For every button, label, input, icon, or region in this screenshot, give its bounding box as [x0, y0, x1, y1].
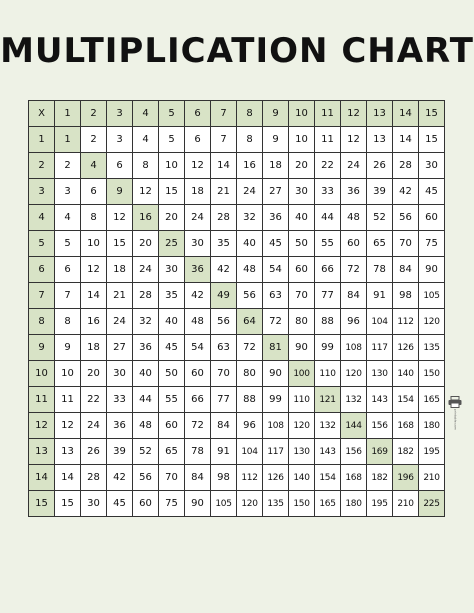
- square-product-cell: 49: [211, 283, 237, 309]
- product-cell: 27: [107, 335, 133, 361]
- product-cell: 78: [185, 439, 211, 465]
- product-cell: 20: [81, 361, 107, 387]
- product-cell: 6: [55, 257, 81, 283]
- product-cell: 70: [289, 283, 315, 309]
- product-cell: 44: [315, 205, 341, 231]
- product-cell: 30: [419, 153, 445, 179]
- product-cell: 12: [341, 127, 367, 153]
- product-cell: 168: [341, 465, 367, 491]
- product-cell: 140: [393, 361, 419, 387]
- product-cell: 112: [393, 309, 419, 335]
- product-cell: 70: [159, 465, 185, 491]
- product-cell: 40: [133, 361, 159, 387]
- product-cell: 12: [185, 153, 211, 179]
- product-cell: 154: [315, 465, 341, 491]
- square-product-cell: 100: [289, 361, 315, 387]
- product-cell: 20: [159, 205, 185, 231]
- product-cell: 105: [419, 283, 445, 309]
- product-cell: 24: [185, 205, 211, 231]
- product-cell: 182: [393, 439, 419, 465]
- product-cell: 24: [341, 153, 367, 179]
- row-header-cell: 5: [29, 231, 55, 257]
- product-cell: 66: [315, 257, 341, 283]
- product-cell: 91: [367, 283, 393, 309]
- product-cell: 6: [107, 153, 133, 179]
- product-cell: 8: [55, 309, 81, 335]
- product-cell: 135: [419, 335, 445, 361]
- product-cell: 21: [107, 283, 133, 309]
- product-cell: 77: [211, 387, 237, 413]
- product-cell: 120: [237, 491, 263, 517]
- product-cell: 6: [185, 127, 211, 153]
- product-cell: 48: [185, 309, 211, 335]
- product-cell: 56: [237, 283, 263, 309]
- product-cell: 2: [55, 153, 81, 179]
- product-cell: 55: [315, 231, 341, 257]
- product-cell: 120: [289, 413, 315, 439]
- product-cell: 156: [341, 439, 367, 465]
- product-cell: 88: [315, 309, 341, 335]
- product-cell: 99: [263, 387, 289, 413]
- product-cell: 36: [133, 335, 159, 361]
- product-cell: 10: [55, 361, 81, 387]
- table-row: [29, 179, 445, 205]
- product-cell: 9: [263, 127, 289, 153]
- product-cell: 130: [367, 361, 393, 387]
- product-cell: 35: [211, 231, 237, 257]
- column-header-cell: 5: [159, 101, 185, 127]
- product-cell: 42: [185, 283, 211, 309]
- product-cell: 130: [289, 439, 315, 465]
- square-product-cell: 36: [185, 257, 211, 283]
- product-cell: 56: [211, 309, 237, 335]
- column-header-cell: 15: [419, 101, 445, 127]
- product-cell: 42: [107, 465, 133, 491]
- column-header-cell: 2: [81, 101, 107, 127]
- product-cell: 50: [289, 231, 315, 257]
- product-cell: 120: [341, 361, 367, 387]
- product-cell: 4: [55, 205, 81, 231]
- product-cell: 13: [367, 127, 393, 153]
- product-cell: 150: [419, 361, 445, 387]
- product-cell: 156: [367, 413, 393, 439]
- table-row: [29, 413, 445, 439]
- product-cell: 10: [289, 127, 315, 153]
- product-cell: 22: [81, 387, 107, 413]
- product-cell: 5: [55, 231, 81, 257]
- product-cell: 112: [237, 465, 263, 491]
- product-cell: 195: [419, 439, 445, 465]
- product-cell: 182: [367, 465, 393, 491]
- product-cell: 90: [289, 335, 315, 361]
- product-cell: 70: [211, 361, 237, 387]
- product-cell: 105: [211, 491, 237, 517]
- row-header-cell: 11: [29, 387, 55, 413]
- product-cell: 14: [55, 465, 81, 491]
- product-cell: 135: [263, 491, 289, 517]
- product-cell: 80: [237, 361, 263, 387]
- product-cell: 26: [367, 153, 393, 179]
- product-cell: 12: [133, 179, 159, 205]
- product-cell: 84: [393, 257, 419, 283]
- product-cell: 50: [159, 361, 185, 387]
- table-row: [29, 335, 445, 361]
- product-cell: 117: [263, 439, 289, 465]
- table-row: [29, 205, 445, 231]
- product-cell: 8: [133, 153, 159, 179]
- square-product-cell: 121: [315, 387, 341, 413]
- product-cell: 14: [211, 153, 237, 179]
- product-cell: 56: [133, 465, 159, 491]
- row-header-cell: 3: [29, 179, 55, 205]
- product-cell: 140: [289, 465, 315, 491]
- product-cell: 12: [81, 257, 107, 283]
- column-header-cell: 7: [211, 101, 237, 127]
- product-cell: 18: [81, 335, 107, 361]
- product-cell: 54: [263, 257, 289, 283]
- product-cell: 45: [107, 491, 133, 517]
- brand-logo: [446, 396, 464, 432]
- product-cell: 110: [289, 387, 315, 413]
- product-cell: 13: [55, 439, 81, 465]
- product-cell: 11: [315, 127, 341, 153]
- row-header-cell: 9: [29, 335, 55, 361]
- table-row: [29, 127, 445, 153]
- column-header-cell: 9: [263, 101, 289, 127]
- product-cell: 77: [315, 283, 341, 309]
- product-cell: 42: [211, 257, 237, 283]
- product-cell: 45: [419, 179, 445, 205]
- product-cell: 20: [289, 153, 315, 179]
- table-row: [29, 387, 445, 413]
- product-cell: 117: [367, 335, 393, 361]
- product-cell: 16: [237, 153, 263, 179]
- row-header-cell: 14: [29, 465, 55, 491]
- product-cell: 32: [237, 205, 263, 231]
- product-cell: 15: [419, 127, 445, 153]
- product-cell: 10: [159, 153, 185, 179]
- product-cell: 48: [133, 413, 159, 439]
- product-cell: 132: [315, 413, 341, 439]
- product-cell: 165: [315, 491, 341, 517]
- table-row: [29, 491, 445, 517]
- product-cell: 14: [393, 127, 419, 153]
- product-cell: 8: [237, 127, 263, 153]
- product-cell: 18: [107, 257, 133, 283]
- product-cell: 72: [341, 257, 367, 283]
- product-cell: 24: [133, 257, 159, 283]
- product-cell: 16: [81, 309, 107, 335]
- product-cell: 143: [315, 439, 341, 465]
- product-cell: 33: [107, 387, 133, 413]
- product-cell: 108: [263, 413, 289, 439]
- column-header-cell: 1: [55, 101, 81, 127]
- product-cell: 70: [393, 231, 419, 257]
- product-cell: 8: [81, 205, 107, 231]
- product-cell: 65: [367, 231, 393, 257]
- product-cell: 24: [237, 179, 263, 205]
- product-cell: 24: [107, 309, 133, 335]
- product-cell: 30: [185, 231, 211, 257]
- table-row: [29, 257, 445, 283]
- product-cell: 4: [133, 127, 159, 153]
- row-header-cell: 12: [29, 413, 55, 439]
- square-product-cell: 25: [159, 231, 185, 257]
- product-cell: 90: [185, 491, 211, 517]
- corner-header-cell: X: [29, 101, 55, 127]
- product-cell: 180: [419, 413, 445, 439]
- row-header-cell: 6: [29, 257, 55, 283]
- row-header-cell: 2: [29, 153, 55, 179]
- product-cell: 20: [133, 231, 159, 257]
- product-cell: 91: [211, 439, 237, 465]
- product-cell: 60: [185, 361, 211, 387]
- product-cell: 5: [159, 127, 185, 153]
- table-row: [29, 361, 445, 387]
- product-cell: 60: [159, 413, 185, 439]
- row-header-cell: 8: [29, 309, 55, 335]
- column-header-cell: 13: [367, 101, 393, 127]
- header-row: [29, 101, 445, 127]
- product-cell: 28: [133, 283, 159, 309]
- table-row: [29, 465, 445, 491]
- product-cell: 80: [289, 309, 315, 335]
- square-product-cell: 16: [133, 205, 159, 231]
- product-cell: 42: [393, 179, 419, 205]
- row-header-cell: 13: [29, 439, 55, 465]
- product-cell: 7: [211, 127, 237, 153]
- product-cell: 99: [315, 335, 341, 361]
- product-cell: 75: [159, 491, 185, 517]
- product-cell: 63: [263, 283, 289, 309]
- table-row: [29, 309, 445, 335]
- printer-icon: [448, 396, 462, 408]
- product-cell: 96: [237, 413, 263, 439]
- product-cell: 48: [341, 205, 367, 231]
- product-cell: 84: [185, 465, 211, 491]
- product-cell: 60: [289, 257, 315, 283]
- table-row: [29, 231, 445, 257]
- product-cell: 30: [289, 179, 315, 205]
- product-cell: 3: [107, 127, 133, 153]
- product-cell: 44: [133, 387, 159, 413]
- product-cell: 30: [107, 361, 133, 387]
- product-cell: 15: [55, 491, 81, 517]
- row-header-cell: 7: [29, 283, 55, 309]
- product-cell: 30: [81, 491, 107, 517]
- product-cell: 36: [107, 413, 133, 439]
- product-cell: 35: [159, 283, 185, 309]
- product-cell: 210: [393, 491, 419, 517]
- row-header-cell: 10: [29, 361, 55, 387]
- product-cell: 98: [393, 283, 419, 309]
- square-product-cell: 81: [263, 335, 289, 361]
- column-header-cell: 3: [107, 101, 133, 127]
- product-cell: 24: [81, 413, 107, 439]
- square-product-cell: 1: [55, 127, 81, 153]
- product-cell: 12: [55, 413, 81, 439]
- product-cell: 28: [81, 465, 107, 491]
- page-title: MULTIPLICATION CHART: [0, 31, 474, 71]
- product-cell: 28: [393, 153, 419, 179]
- product-cell: 45: [263, 231, 289, 257]
- column-header-cell: 14: [393, 101, 419, 127]
- product-cell: 52: [133, 439, 159, 465]
- product-cell: 90: [419, 257, 445, 283]
- column-header-cell: 6: [185, 101, 211, 127]
- product-cell: 72: [263, 309, 289, 335]
- row-header-cell: 4: [29, 205, 55, 231]
- product-cell: 84: [211, 413, 237, 439]
- product-cell: 27: [263, 179, 289, 205]
- product-cell: 120: [419, 309, 445, 335]
- product-cell: 180: [341, 491, 367, 517]
- product-cell: 143: [367, 387, 393, 413]
- table-row: [29, 153, 445, 179]
- watermark-text: printable.com: [453, 409, 458, 430]
- product-cell: 66: [185, 387, 211, 413]
- square-product-cell: 196: [393, 465, 419, 491]
- product-cell: 21: [211, 179, 237, 205]
- product-cell: 22: [315, 153, 341, 179]
- product-cell: 55: [159, 387, 185, 413]
- product-cell: 40: [159, 309, 185, 335]
- product-cell: 45: [159, 335, 185, 361]
- product-cell: 52: [367, 205, 393, 231]
- product-cell: 2: [81, 127, 107, 153]
- row-header-cell: 1: [29, 127, 55, 153]
- square-product-cell: 64: [237, 309, 263, 335]
- product-cell: 7: [55, 283, 81, 309]
- product-cell: 210: [419, 465, 445, 491]
- product-cell: 9: [55, 335, 81, 361]
- product-cell: 90: [263, 361, 289, 387]
- product-cell: 15: [159, 179, 185, 205]
- column-header-cell: 10: [289, 101, 315, 127]
- product-cell: 39: [367, 179, 393, 205]
- product-cell: 15: [107, 231, 133, 257]
- product-cell: 26: [81, 439, 107, 465]
- product-cell: 98: [211, 465, 237, 491]
- product-cell: 40: [237, 231, 263, 257]
- product-cell: 28: [211, 205, 237, 231]
- product-cell: 108: [341, 335, 367, 361]
- product-cell: 6: [81, 179, 107, 205]
- column-header-cell: 12: [341, 101, 367, 127]
- product-cell: 56: [393, 205, 419, 231]
- product-cell: 72: [237, 335, 263, 361]
- square-product-cell: 169: [367, 439, 393, 465]
- product-cell: 78: [367, 257, 393, 283]
- product-cell: 12: [107, 205, 133, 231]
- column-header-cell: 11: [315, 101, 341, 127]
- square-product-cell: 144: [341, 413, 367, 439]
- product-cell: 104: [237, 439, 263, 465]
- square-product-cell: 4: [81, 153, 107, 179]
- table-row: [29, 439, 445, 465]
- product-cell: 32: [133, 309, 159, 335]
- product-cell: 40: [289, 205, 315, 231]
- product-cell: 88: [237, 387, 263, 413]
- product-cell: 84: [341, 283, 367, 309]
- product-cell: 11: [55, 387, 81, 413]
- product-cell: 18: [185, 179, 211, 205]
- product-cell: 14: [81, 283, 107, 309]
- product-cell: 36: [341, 179, 367, 205]
- product-cell: 195: [367, 491, 393, 517]
- column-header-cell: 8: [237, 101, 263, 127]
- product-cell: 48: [237, 257, 263, 283]
- multiplication-table: [28, 100, 445, 517]
- product-cell: 104: [367, 309, 393, 335]
- product-cell: 65: [159, 439, 185, 465]
- product-cell: 126: [393, 335, 419, 361]
- product-cell: 18: [263, 153, 289, 179]
- product-cell: 36: [263, 205, 289, 231]
- square-product-cell: 225: [419, 491, 445, 517]
- product-cell: 154: [393, 387, 419, 413]
- product-cell: 10: [81, 231, 107, 257]
- product-cell: 168: [393, 413, 419, 439]
- product-cell: 30: [159, 257, 185, 283]
- product-cell: 150: [289, 491, 315, 517]
- product-cell: 33: [315, 179, 341, 205]
- product-cell: 75: [419, 231, 445, 257]
- table-row: [29, 283, 445, 309]
- product-cell: 63: [211, 335, 237, 361]
- column-header-cell: 4: [133, 101, 159, 127]
- product-cell: 96: [341, 309, 367, 335]
- product-cell: 60: [341, 231, 367, 257]
- product-cell: 72: [185, 413, 211, 439]
- product-cell: 39: [107, 439, 133, 465]
- product-cell: 165: [419, 387, 445, 413]
- square-product-cell: 9: [107, 179, 133, 205]
- row-header-cell: 15: [29, 491, 55, 517]
- product-cell: 3: [55, 179, 81, 205]
- product-cell: 54: [185, 335, 211, 361]
- product-cell: 60: [419, 205, 445, 231]
- product-cell: 110: [315, 361, 341, 387]
- product-cell: 132: [341, 387, 367, 413]
- product-cell: 126: [263, 465, 289, 491]
- product-cell: 60: [133, 491, 159, 517]
